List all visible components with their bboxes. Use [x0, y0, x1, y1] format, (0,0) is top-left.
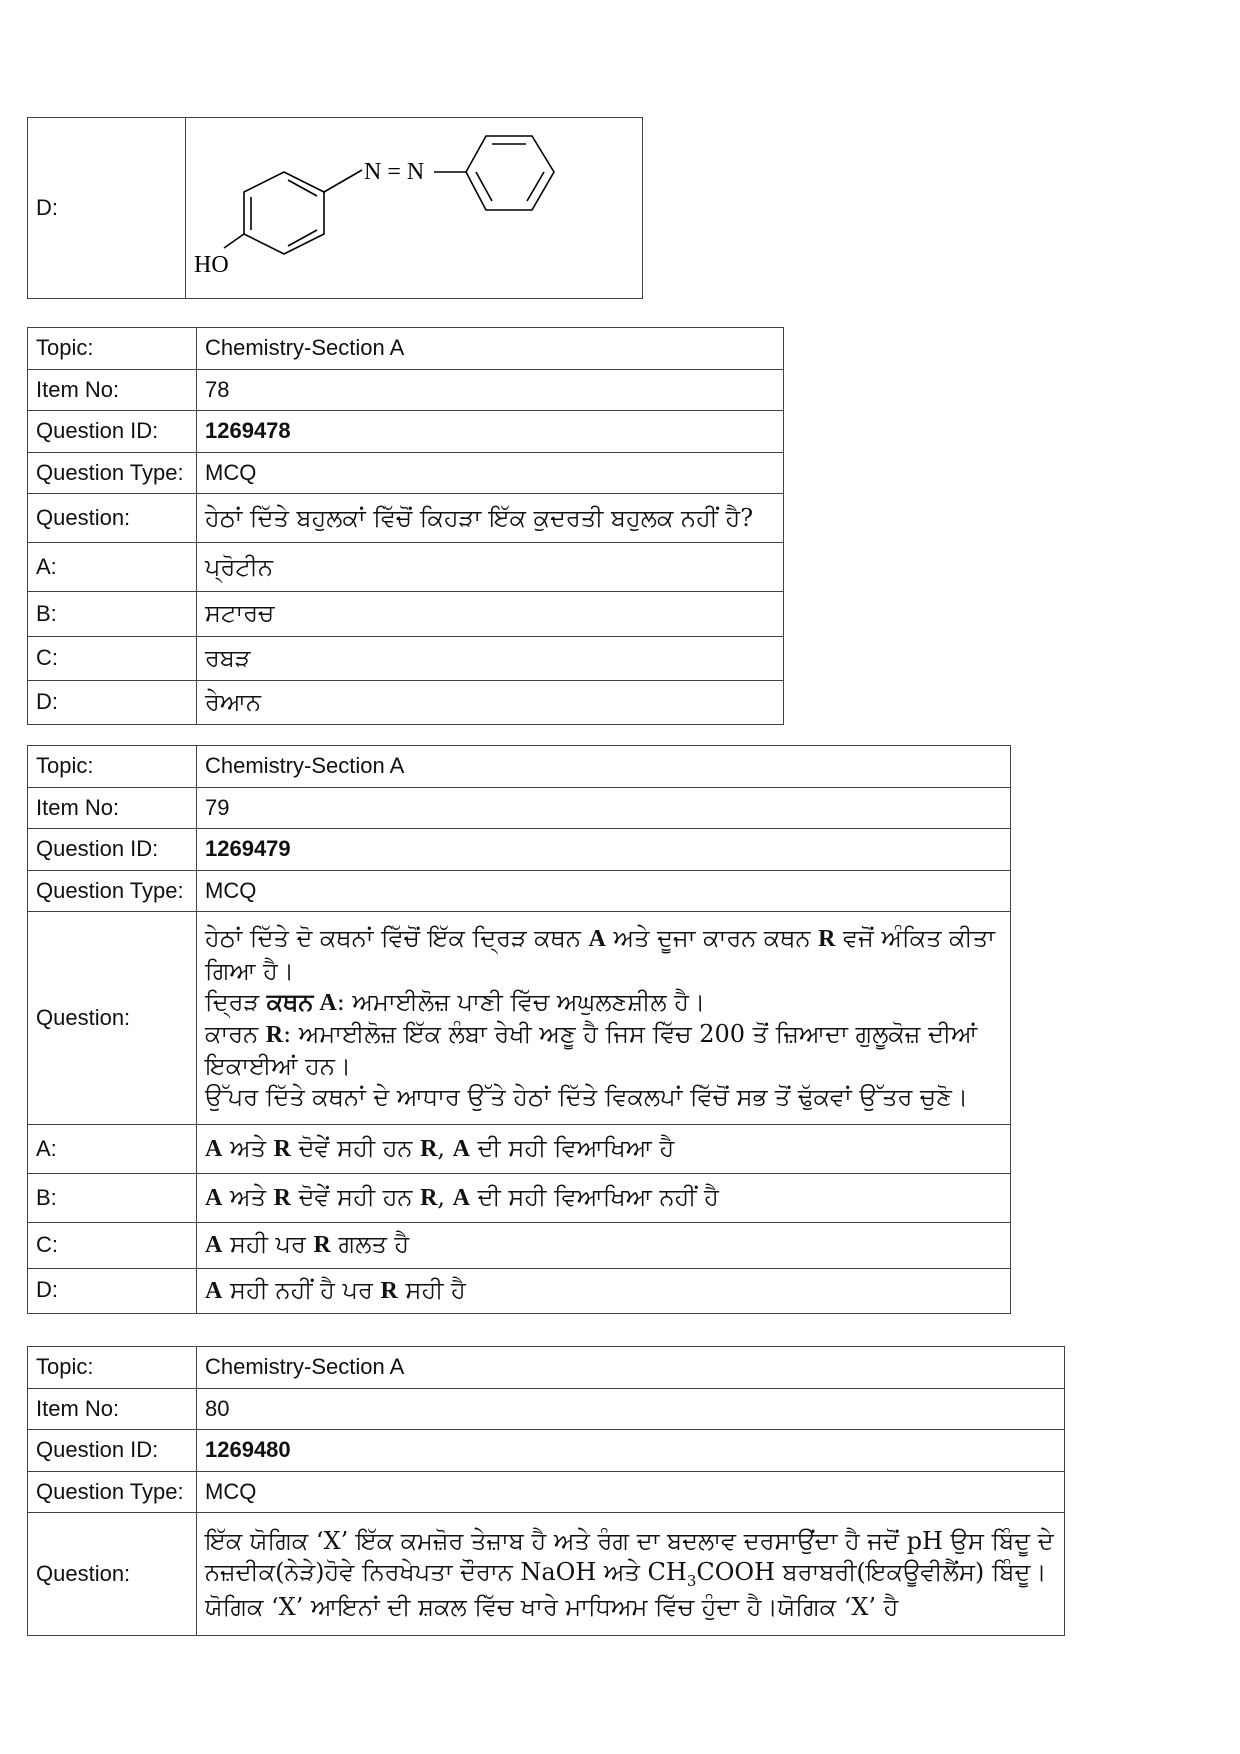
structure-cell — [186, 118, 643, 299]
phenol-double-bond-3 — [288, 230, 317, 246]
option-c-label: C: — [28, 636, 197, 680]
option-c-label: C: — [28, 1223, 197, 1268]
q-line1b: ਅਤੇ ਦੂਜਾ ਕਾਰਨ ਕਥਨ — [605, 924, 819, 953]
ho-bond — [224, 234, 244, 248]
ring-n-bond — [324, 170, 362, 192]
opt-a-t1: ਅਤੇ — [222, 1134, 274, 1163]
phenol-ring — [244, 172, 324, 254]
opt-d-t1: ਸਹੀ ਨਹੀਂ ਹੈ ਪਰ — [222, 1275, 381, 1304]
q-line1-A: A — [588, 926, 606, 953]
item-no-label: Item No: — [28, 1388, 197, 1430]
option-b-text — [197, 1174, 1011, 1223]
opt-b-p2: R — [273, 1185, 291, 1212]
opt-d-p2: R — [380, 1277, 398, 1304]
option-b-label: B: — [28, 1174, 197, 1223]
question-id-label: Question ID: — [28, 1430, 197, 1472]
opt-a-t3: , — [437, 1134, 453, 1163]
q80-text-2: COOH ਬਰਾਬਰੀ(ਇਕਊਵੀਲੈਂਸ) ਬਿੰਦੂ।ਯੋਗਿਕ ‘X’ ਆਇਨਾਂ ਦੀ ਸ਼ਕਲ ਵਿੱਚ ਖਾਰੇ ਮਾਧਿਅਮ ਵਿੱਚ ਹੁੰਦਾ ਹੈ।ਯੋਗਿਕ ‘X’ ਹੈ — [205, 1558, 1047, 1621]
question-type-value: MCQ — [197, 1471, 1065, 1513]
opt-d-p1: A — [205, 1277, 223, 1304]
phenyl-double-bond-2 — [527, 172, 544, 201]
ho-label: HO — [194, 252, 229, 278]
option-c-text: ਰਬੜ — [197, 636, 784, 680]
opt-a-p1: A — [205, 1136, 223, 1163]
opt-c-t2: ਗਲਤ ਹੈ — [330, 1230, 410, 1259]
topic-value: Chemistry-Section A — [197, 746, 1011, 788]
opt-b-p1: A — [205, 1185, 223, 1212]
option-d-text — [197, 1268, 1011, 1313]
question-table-80 — [27, 1346, 1065, 1636]
opt-a-t2: ਦੋਵੇਂ ਸਹੀ ਹਨ — [290, 1134, 421, 1163]
question-type-value: MCQ — [197, 870, 1011, 912]
question-id-value: 1269479 — [197, 829, 1011, 871]
q-line3b: : ਅਮਾਈਲੋਜ਼ ਇੱਕ ਲੰਬਾ ਰੇਖੀ ਅਣੂ ਹੈ ਜਿਸ ਵਿੱਚ 200 ਤੋਂ ਜ਼ਿਆਦਾ ਗੁਲੂਕੋਜ਼ ਦੀਆਂ ਇਕਾਈਆਂ ਹਨ। — [205, 1019, 978, 1081]
option-a-text: ਪ੍ਰੋਟੀਨ — [197, 543, 784, 592]
question-table-79 — [27, 745, 1011, 1314]
q80-sub: 3 — [686, 1572, 697, 1591]
q-line2b: : ਅਮਾਈਲੋਜ਼ ਪਾਣੀ ਵਿੱਚ ਅਘੁਲਣਸ਼ੀਲ ਹੈ। — [336, 987, 706, 1016]
question-label: Question: — [28, 912, 197, 1125]
q-line3-bold: R — [265, 1021, 284, 1048]
item-no-label: Item No: — [28, 369, 197, 411]
item-no-value: 79 — [197, 787, 1011, 829]
hydroxyazobenzene-structure — [194, 124, 634, 284]
option-a-label: A: — [28, 543, 197, 592]
opt-a-p4: A — [452, 1136, 471, 1163]
opt-b-t3: , — [437, 1183, 453, 1212]
topic-value: Chemistry-Section A — [197, 328, 784, 370]
q-line1a: ਹੇਠਾਂ ਦਿੱਤੇ ਦੋ ਕਥਨਾਂ ਵਿੱਚੋਂ ਇੱਕ ਦ੍ਰਿੜ ਕਥਨ — [205, 924, 589, 953]
question-text — [197, 1513, 1065, 1636]
opt-b-t4: ਦੀ ਸਹੀ ਵਿਆਖਿਆ ਨਹੀਂ ਹੈ — [470, 1183, 719, 1212]
question-text — [197, 912, 1011, 1125]
question-text: ਹੇਠਾਂ ਦਿੱਤੇ ਬਹੁਲਕਾਂ ਵਿੱਚੋਂ ਕਿਹੜਾ ਇੱਕ ਕੁਦਰਤੀ ਬਹੁਲਕ ਨਹੀਂ ਹੈ? — [197, 494, 784, 543]
opt-d-t2: ਸਹੀ ਹੈ — [397, 1275, 466, 1304]
option-c-text — [197, 1223, 1011, 1268]
item-no-value: 78 — [197, 369, 784, 411]
question-type-label: Question Type: — [28, 870, 197, 912]
opt-a-t4: ਦੀ ਸਹੀ ਵਿਆਖਿਆ ਹੈ — [470, 1134, 675, 1163]
opt-c-p1: A — [205, 1232, 223, 1259]
opt-b-t1: ਅਤੇ — [222, 1183, 274, 1212]
question-id-label: Question ID: — [28, 411, 197, 453]
question-type-value: MCQ — [197, 452, 784, 494]
question-label: Question: — [28, 1513, 197, 1636]
topic-label: Topic: — [28, 746, 197, 788]
item-no-value: 80 — [197, 1388, 1065, 1430]
question-label: Question: — [28, 494, 197, 543]
question-type-label: Question Type: — [28, 452, 197, 494]
option-b-label: B: — [28, 592, 197, 636]
opt-b-t2: ਦੋਵੇਂ ਸਹੀ ਹਨ — [290, 1183, 421, 1212]
question-id-value: 1269478 — [197, 411, 784, 453]
question-id-value: 1269480 — [197, 1430, 1065, 1472]
topic-value: Chemistry-Section A — [197, 1347, 1065, 1389]
option-a-label: A: — [28, 1125, 197, 1174]
question-table-78 — [27, 327, 784, 725]
option-a-text — [197, 1125, 1011, 1174]
item-no-label: Item No: — [28, 787, 197, 829]
question-type-label: Question Type: — [28, 1471, 197, 1513]
q-line2-bold: ਕਥਨ A — [266, 989, 337, 1016]
q-line2a: ਦ੍ਰਿੜ — [205, 987, 267, 1016]
opt-c-t1: ਸਹੀ ਪਰ — [222, 1230, 314, 1259]
q80-text-1: ਇੱਕ ਯੋਗਿਕ ‘X’ ਇੱਕ ਕਮਜ਼ੋਰ ਤੇਜ਼ਾਬ ਹੈ ਅਤੇ ਰੰਗ ਦਾ ਬਦਲਾਵ ਦਰਸਾਉਂਦਾ ਹੈ ਜਦੋਂ pH ਉਸ ਬਿੰਦੂ ਦੇ ਨਜ਼ਦੀਕ(ਨੇੜੇ)ਹੋਵੇ ਨਿਰਖੇਪਤਾ ਦੌਰਾਨ NaOH ਅਤੇ CH — [205, 1527, 1054, 1587]
azo-label: N = N — [364, 159, 425, 185]
q-line1-R: R — [818, 926, 836, 953]
opt-a-p2: R — [273, 1136, 291, 1163]
option-d-text: ਰੇਆਨ — [197, 680, 784, 724]
topic-label: Topic: — [28, 1347, 197, 1389]
opt-b-p3: R — [420, 1185, 438, 1212]
phenyl-ring — [466, 136, 554, 210]
question-id-label: Question ID: — [28, 829, 197, 871]
opt-a-p3: R — [420, 1136, 438, 1163]
option-d-label: D: — [28, 118, 186, 299]
opt-b-p4: A — [452, 1185, 471, 1212]
q-line3a: ਕਾਰਨ — [205, 1019, 266, 1048]
prev-option-table — [27, 117, 643, 299]
q-line4: ਉੱਪਰ ਦਿੱਤੇ ਕਥਨਾਂ ਦੇ ਆਧਾਰ ਉੱਤੇ ਹੇਠਾਂ ਦਿੱਤੇ ਵਿਕਲਪਾਂ ਵਿੱਚੋਂ ਸਭ ਤੋਂ ਢੁੱਕਵਾਂ ਉੱਤਰ ਚੁਣੋ। — [205, 1083, 969, 1112]
option-d-label: D: — [28, 1268, 197, 1313]
q-line1c: ਵਜੋਂ ਅੰਕਿਤ ਕੀਤਾ ਗਿਆ ਹੈ। — [205, 924, 995, 985]
opt-c-p2: R — [313, 1232, 331, 1259]
option-d-label: D: — [28, 680, 197, 724]
option-b-text: ਸਟਾਰਚ — [197, 592, 784, 636]
phenol-double-bond-2 — [288, 180, 317, 196]
topic-label: Topic: — [28, 328, 197, 370]
